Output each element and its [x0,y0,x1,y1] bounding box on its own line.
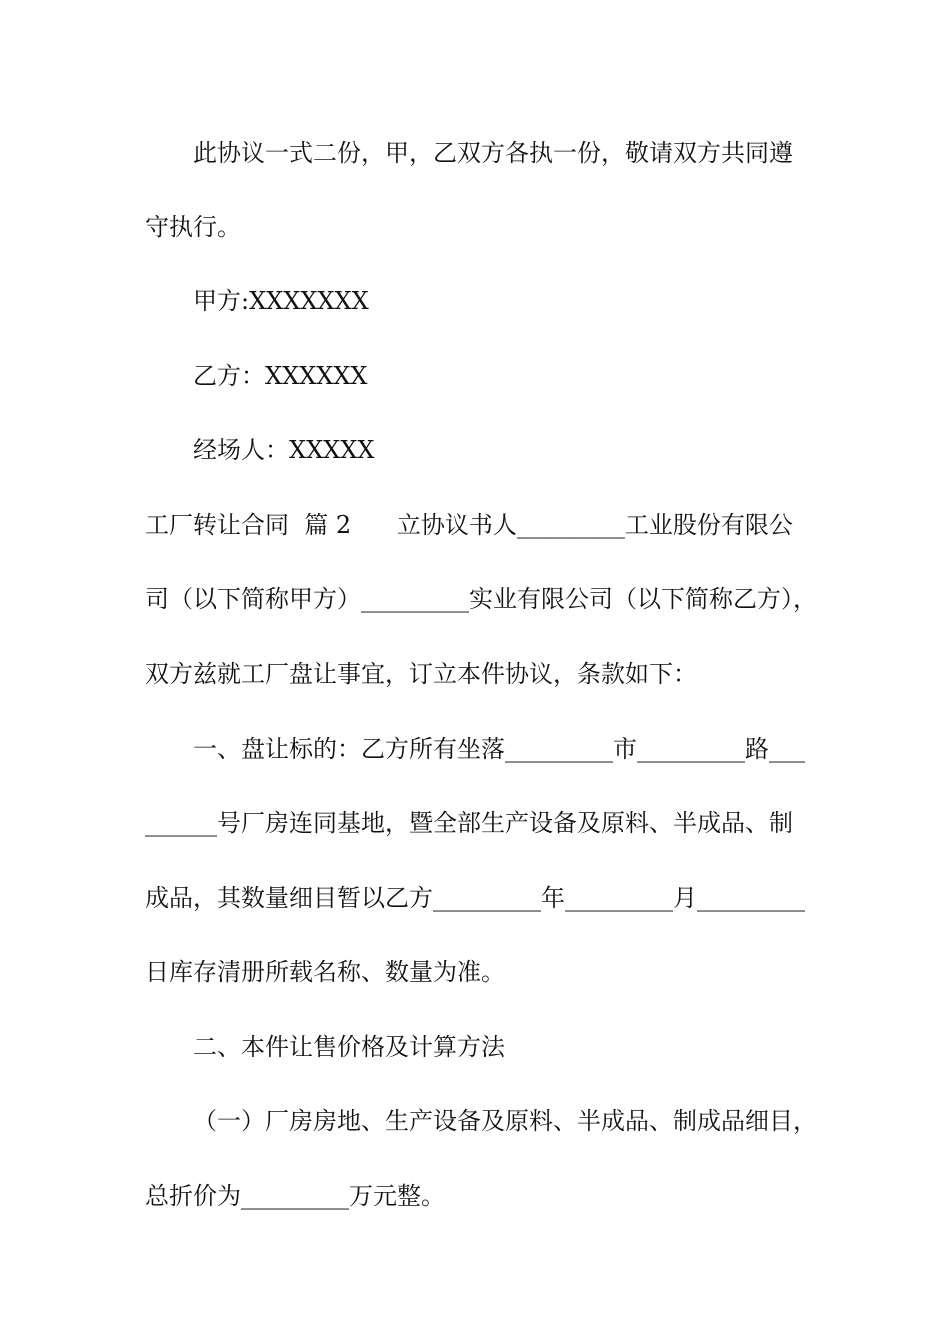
party-a-line: 甲方:XXXXXXX [193,287,369,315]
section-heading-line: 工厂转让合同 篇 2 立协议书人_________工业股份有限公 [145,511,793,539]
paragraph-line: 司（以下简称甲方）_________实业有限公司（以下简称乙方）， [145,585,817,613]
paragraph-line: 总折价为_________万元整。 [145,1182,445,1210]
paragraph-line: 此协议一式二份，甲，乙双方各执一份，敬请双方共同遵 [193,139,793,167]
paragraph-line: 日库存清册所载名称、数量为准。 [145,958,505,986]
paragraph-line: ______号厂房连同基地，暨全部生产设备及原料、半成品、制 [145,809,793,837]
paragraph-line: 双方兹就工厂盘让事宜，订立本件协议，条款如下： [145,660,697,688]
subclause-one-line: （一）厂房房地、生产设备及原料、半成品、制成品细目， [193,1107,817,1135]
clause-two-heading: 二、本件让售价格及计算方法 [193,1033,505,1061]
clause-one-line: 一、盘让标的：乙方所有坐落_________市_________路___ [193,735,805,763]
paragraph-line: 守执行。 [145,213,241,241]
agent-line: 经场人：XXXXX [193,436,375,464]
paragraph-line: 成品，其数量细目暂以乙方_________年_________月_________ [145,884,805,912]
party-b-line: 乙方：XXXXXX [193,362,368,390]
